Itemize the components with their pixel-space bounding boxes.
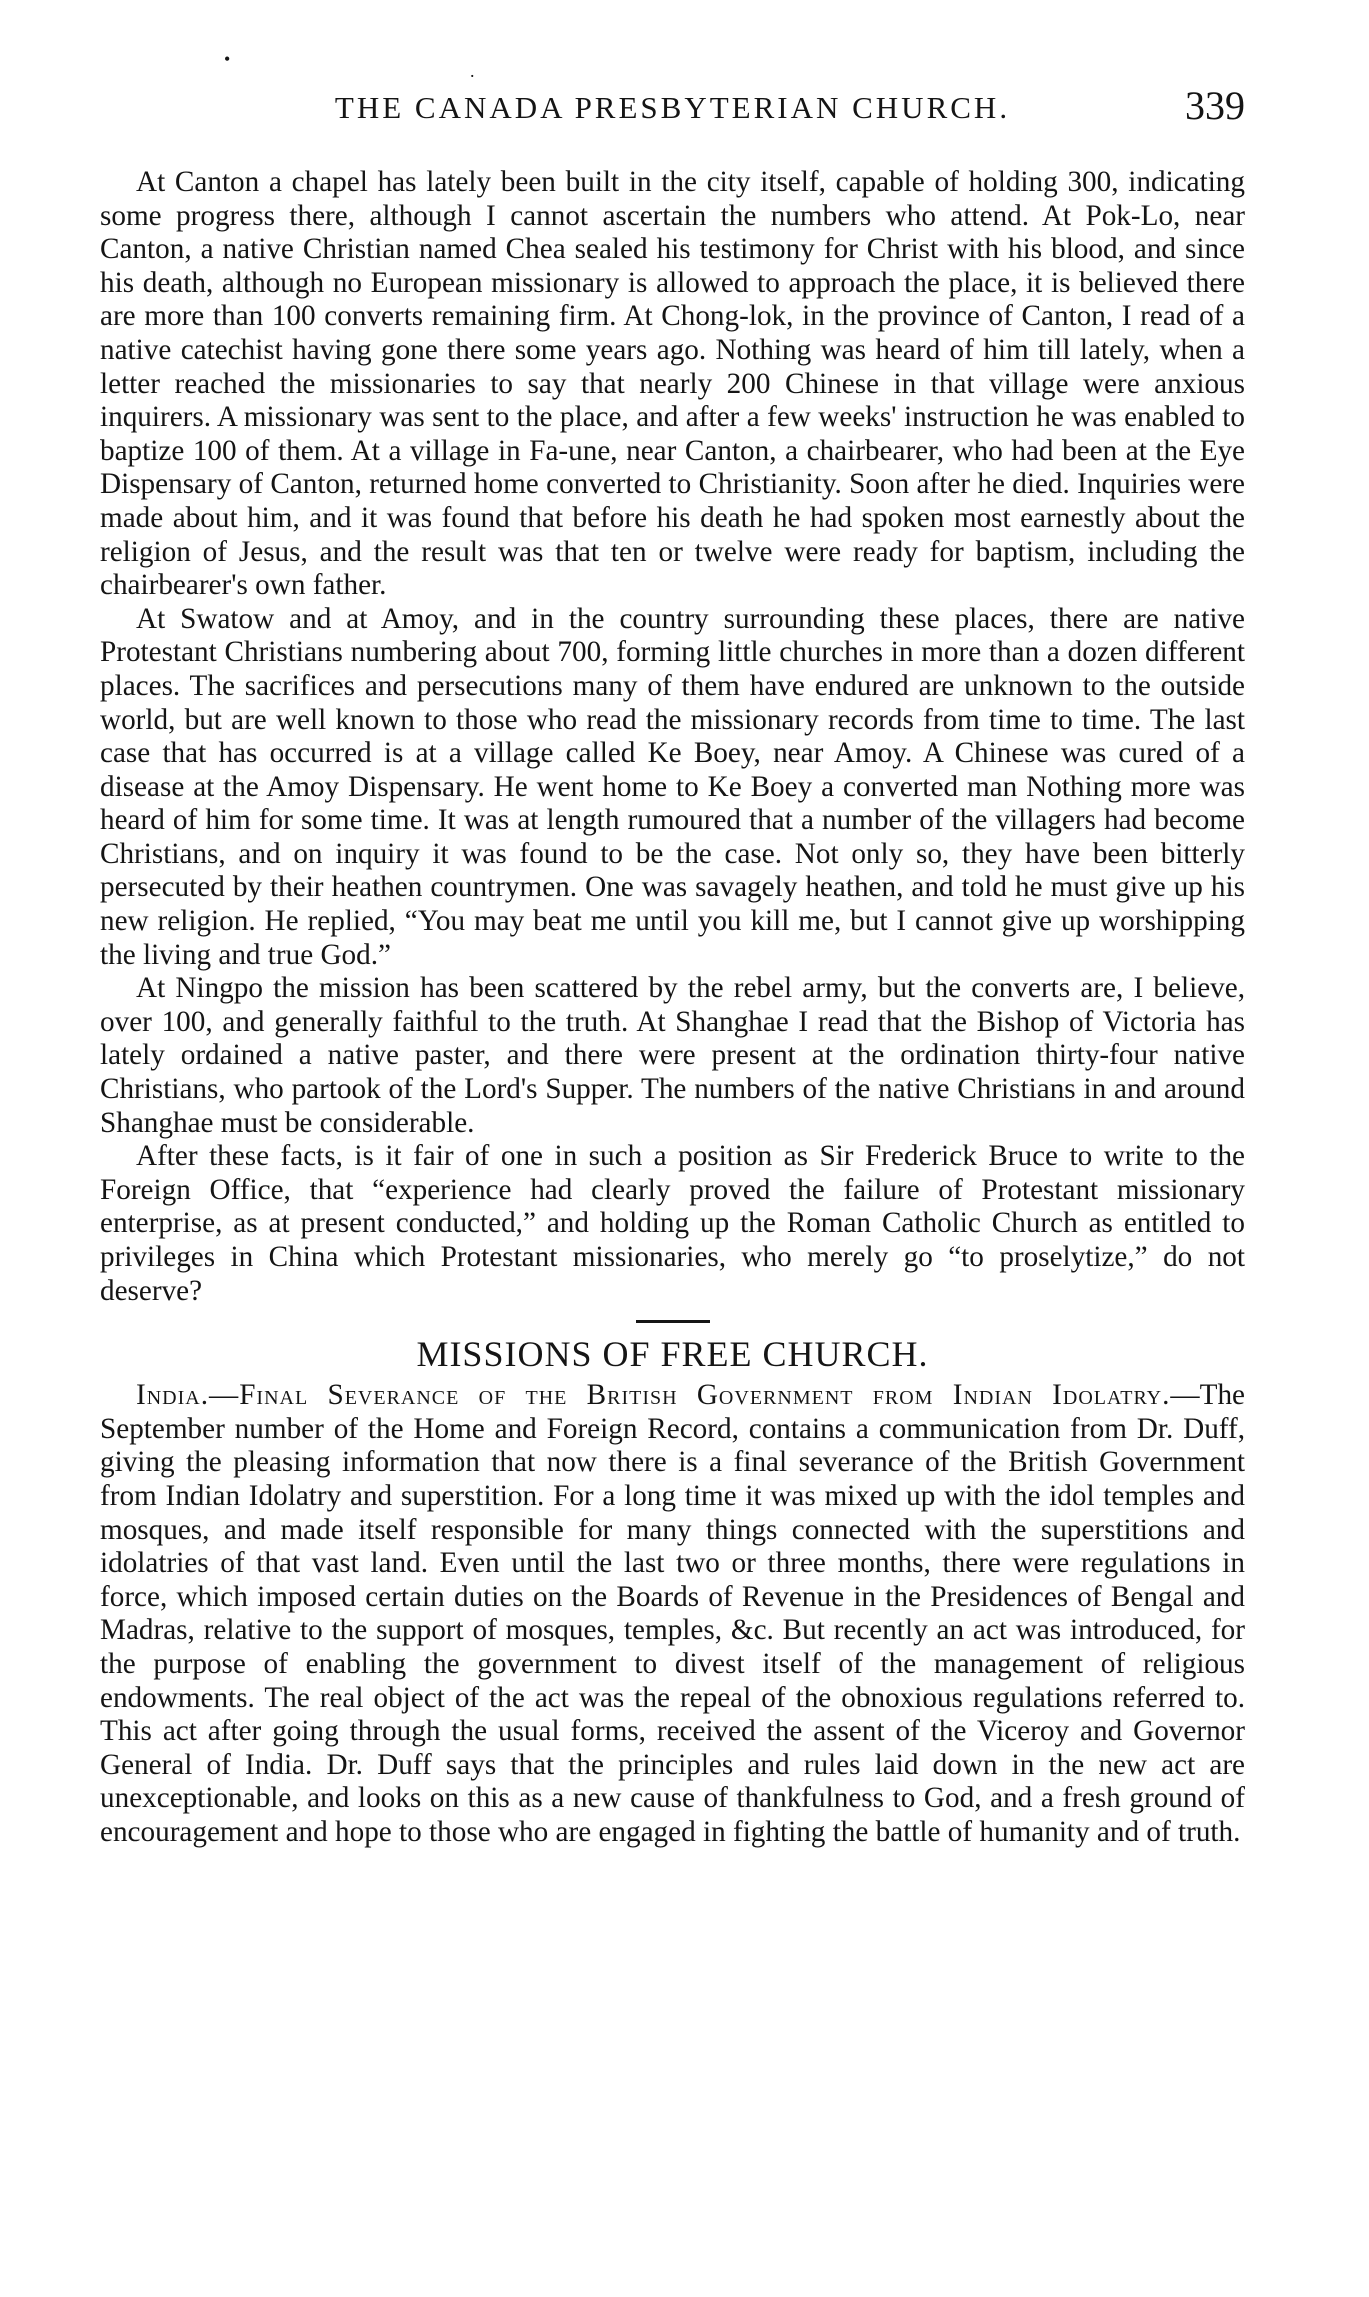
section-divider — [636, 1320, 710, 1323]
article-body — [100, 166, 1245, 1850]
paragraph-swatow-amoy: At Swatow and at Amoy, and in the country surrounding these places, there are native Protestant Christians numbering about 700, forming little churches in more than a dozen different places. The sacrifices and persecutions many of them have endured are unknown to the outside world, but are well known to those who read the missionary records from time to time. The last case that has occurred is at a village called Ke Boey, near Amoy. A Chinese was cured of a disease at the Amoy Dispensary. He went home to Ke Boey a converted man Nothing more was heard of him for some time. It was at length rumoured that a number of the villagers had become Christians, and on inquiry it was found to be the case. Not only so, they have been bitterly persecuted by their heathen countrymen. One was savagely heathen, and told he must give up his new religion. He replied, “You may beat me until you kill me, but I cannot give up worshipping the living and true God.” — [100, 602, 1245, 971]
page — [100, 49, 1245, 1848]
print-mark-left: • — [224, 49, 231, 69]
paragraph-india — [100, 1379, 1245, 1849]
page-header — [100, 49, 1245, 128]
section-title: MISSIONS OF FREE CHURCH. — [416, 1334, 929, 1375]
paragraph-canton: At Canton a chapel has lately been built in the city itself, capable of holding 300, indicating some progress there, although I cannot ascertain the numbers who attend. At Pok-Lo, near Canton, a native Christian named Chea sealed his testimony for Christ with his blood, and since his death, although no European missionary is allowed to approach the place, it is believed there are more than 100 converts remaining firm. At Chong-lok, in the province of Canton, I read of a native catechist having gone there some years ago. Nothing was heard of him till lately, when a letter reached the missionaries to say that nearly 200 Chinese in that village were anxious inquirers. A missionary was sent to the place, and after a few weeks' instruction he was enabled to baptize 100 of them. At a village in Fa-une, near Canton, a chairbearer, who had been at the Eye Dispensary of Canton, returned home converted to Christianity. Soon after he died. Inquiries were made about him, and it was found that before his death he had spoken most earnestly about the religion of Jesus, and the result was that ten or twelve were ready for baptism, including the chairbearer's own father. — [100, 166, 1245, 602]
print-mark-right: . — [470, 61, 475, 81]
paragraph-conclusion: After these facts, is it fair of one in such a position as Sir Frederick Bruce to write to the Foreign Office, that “experience had clearly proved the failure of Protestant missionary enterprise, as at present conducted,” and holding up the Roman Catholic Church as entitled to privileges in China which Protestant missionaries, who merely go “to proselytize,” do not deserve? — [100, 1140, 1245, 1307]
page-number: 339 — [1185, 83, 1245, 128]
section-lead: India.—Final Severance of the British Government from Indian Idolatry. — [136, 1379, 1171, 1412]
running-head: THE CANADA PRESBYTERIAN CHURCH. — [334, 90, 1011, 125]
paragraph-ningpo-shanghae: At Ningpo the mission has been scattered by the rebel army, but the converts are, I believe, over 100, and generally faithful to the truth. At Shanghae I read that the Bishop of Victoria has lately ordained a native paster, and there were present at the ordination thirty-four native Christians, who partook of the Lord's Supper. The numbers of the native Christians in and around Shanghae must be considerable. — [100, 972, 1245, 1139]
section-text: —The September number of the Home and Foreign Record, contains a communication from Dr. Duff, giving the pleasing information that now there is a final severance of the British Government from Indian Idolatry and superstition. For a long time it was mixed up with the idol temples and mosques, and made itself responsible for many things connected with the superstitions and idolatries of that vast land. Even until the last two or three months, there were regulations in force, which imposed certain duties on the Boards of Revenue in the Presidences of Bengal and Madras, relative to the support of mosques, temples, &c. But recently an act was introduced, for the purpose of enabling the government to divest itself of the management of religious endowments. The real object of the act was the repeal of the obnoxious regulations referred to. This act after going through the usual forms, received the assent of the Viceroy and Governor General of India. Dr. Duff says that the principles and rules laid down in the new act are unexceptionable, and looks on this as a new cause of thankfulness to God, and a fresh ground of encouragement and hope to those who are engaged in fighting the battle of humanity and of truth. — [100, 1379, 1245, 1848]
